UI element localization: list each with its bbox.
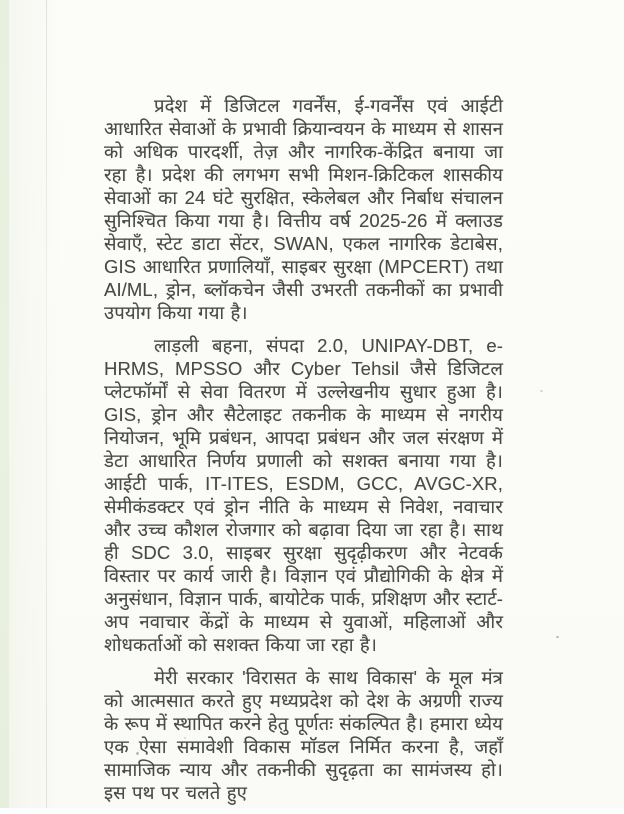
paragraph-vision-statement: मेरी सरकार 'विरासत के साथ विकास' के मूल मंत्र को आत्मसात करते हुए मध्यप्रदेश को देश के अग्रणी राज्य के रूप में स्थापित करने हेतु पूर्णतः संकल्पित है। हमारा ध्येय एक ऐसा समावेशी विकास मॉडल निर्मित करना है, जहाँ सामाजिक न्याय और तकनीकी सुदृढ़ता का सामंजस्य हो। इस पथ पर चलते हुए: [104, 667, 503, 803]
page-fold-shadow: [46, 0, 47, 808]
scan-speck: [556, 636, 559, 638]
paragraph-digital-governance: प्रदेश में डिजिटल गवर्नेंस, ई-गवर्नेंस एवं आईटी आधारित सेवाओं के प्रभावी क्रियान्वयन के माध्यम से शासन को अधिक पारदर्शी, तेज़ और नागरिक-केंद्रित बनाया जा रहा है। प्रदेश की लगभग सभी मिशन-क्रिटिकल शासकीय सेवाओं का 24 घंटे सुरक्षित, स्केलेबल और निर्बाध संचालन सुनिश्चित किया गया है। वित्तीय वर्ष 2025-26 में क्लाउड सेवाएँ, स्टेट डाटा सेंटर, SWAN, एकल नागरिक डेटाबेस, GIS आधारित प्रणालियाँ, साइबर सुरक्षा (MPCERT) तथा AI/ML, ड्रोन, ब्लॉकचेन जैसी उभरती तकनीकों का प्रभावी उपयोग किया गया है।: [104, 95, 503, 323]
scan-edge-strip: [0, 0, 9, 808]
scan-speck: [540, 390, 543, 392]
paragraph-platforms-and-technology: लाड़ली बहना, संपदा 2.0, UNIPAY-DBT, e-HRMS, MPSSO और Cyber Tehsil जैसे डिजिटल प्लेटफॉर्मों से सेवा वितरण में उल्लेखनीय सुधार हुआ है। GIS, ड्रोन और सैटेलाइट तकनीक के माध्यम से नगरीय नियोजन, भूमि प्रबंधन, आपदा प्रबंधन और जल संरक्षण में डेटा आधारित निर्णय प्रणाली को सशक्त बनाया गया है। आईटी पार्क, IT-ITES, ESDM, GCC, AVGC-XR, सेमीकंडक्टर एवं ड्रोन नीति के माध्यम से निवेश, नवाचार और उच्च कौशल रोजगार को बढ़ावा दिया जा रहा है। साथ ही SDC 3.0, साइबर सुरक्षा सुदृढ़ीकरण और नेटवर्क विस्तार पर कार्य जारी है। विज्ञान एवं प्रौद्योगिकी के क्षेत्र में अनुसंधान, विज्ञान पार्क, बायोटेक पार्क, प्रशिक्षण और स्टार्ट-अप नवाचार केंद्रों के माध्यम से युवाओं, महिलाओं और शोधकर्ताओं को सशक्त किया जा रहा है।: [104, 335, 503, 655]
body-text: [104, 94, 503, 814]
scan-speck: [184, 737, 186, 739]
